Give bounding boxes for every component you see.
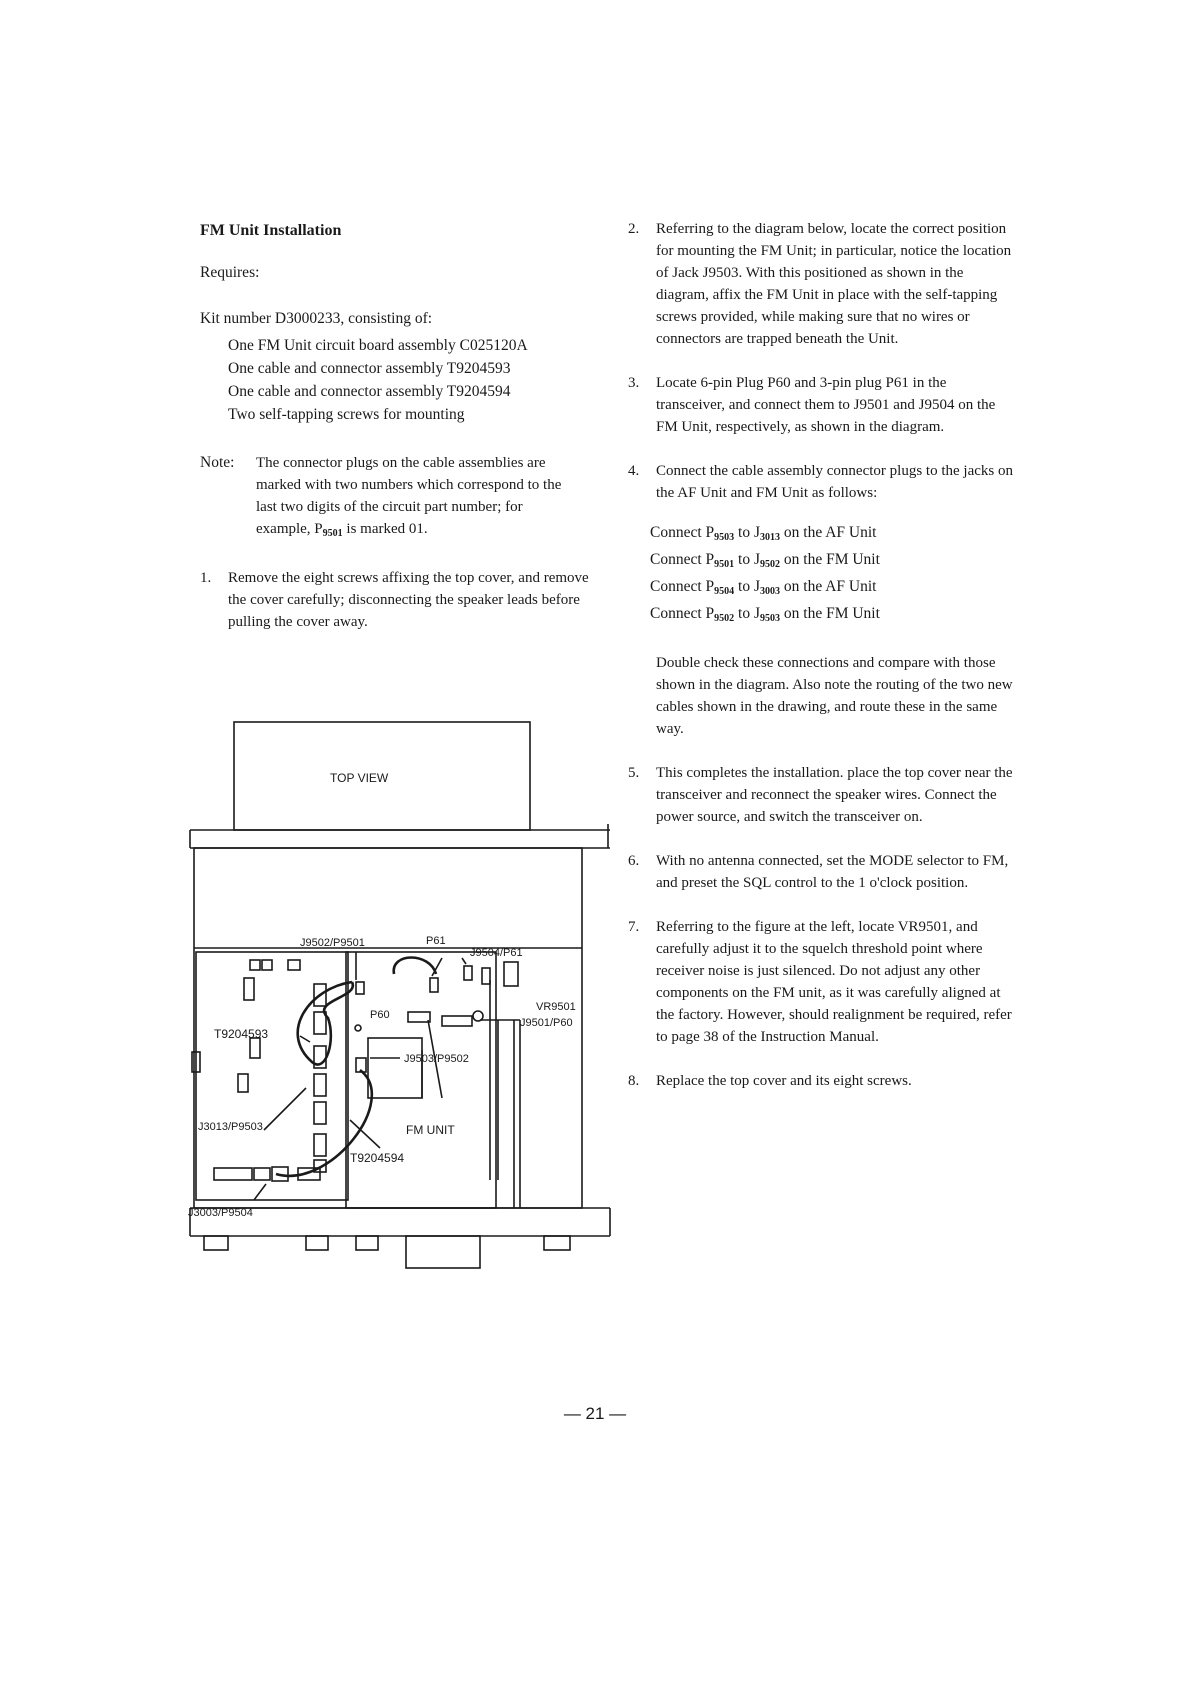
step-5 <box>628 762 1013 828</box>
kit-item: Two self-tapping screws for mounting <box>228 406 465 423</box>
right-column <box>628 218 1013 1114</box>
label-fm-unit: FM UNIT <box>406 1123 455 1137</box>
kit-item: One cable and connector assembly T9204593 <box>228 360 511 377</box>
step-text: Replace the top cover and its eight screws. <box>656 1073 912 1089</box>
kit-item: One FM Unit circuit board assembly C025120A <box>228 337 528 354</box>
label-j9504-p61: J9504/P61 <box>470 947 523 959</box>
step-3 <box>628 372 1013 438</box>
connections-list <box>650 522 1013 630</box>
step-7 <box>628 916 1013 1048</box>
label-top-view: TOP VIEW <box>330 771 389 785</box>
step-6 <box>628 850 1013 894</box>
label-vr9501: VR9501 <box>536 1001 576 1013</box>
step-number: 4. <box>628 463 640 479</box>
step-number: 3. <box>628 375 640 391</box>
step-number: 6. <box>628 853 640 869</box>
label-j3013-p9503: J3013/P9503 <box>198 1121 263 1133</box>
label-j9503-p9502: J9503/P9502 <box>404 1053 469 1065</box>
connection-line: Connect $P_{9502}$ to $J_{9503}$ on the FM Unit <box>650 605 880 624</box>
step-8 <box>628 1070 1013 1092</box>
label-p60: P60 <box>370 1009 390 1021</box>
note-text-body: The connector plugs on the cable assemblies are marked with two numbers which correspond to the last two digits of the circuit part number; for example, P <box>256 455 562 537</box>
cable-p60 <box>394 958 436 975</box>
step-text: Referring to the figure at the left, locate VR9501, and carefully adjust it to the squelch threshold point where receiver noise is just silenced. Do not adjust any other components on the FM unit, as it was carefully aligned at the factory. However, should realignment be required, refer to page 38 of the Instruction Manual. <box>656 919 1012 1045</box>
requires-label: Requires: <box>200 264 260 281</box>
page-number: — 21 — <box>563 1404 627 1423</box>
section-title: FM Unit Installation <box>200 222 342 239</box>
step-number: 7. <box>628 919 640 935</box>
step-text: Locate 6-pin Plug P60 and 3-pin plug P61 in the transceiver, and connect them to J9501 and J9504 on the FM Unit, respectively, as shown in the diagram. <box>656 375 996 435</box>
label-j3003-p9504: J3003/P9504 <box>188 1207 253 1219</box>
label-j9502-p9501: J9502/P9501 <box>300 937 365 949</box>
kit-items-list <box>228 334 600 426</box>
step-text: Connect the cable assembly connector plugs to the jacks on the AF Unit and FM Unit as follows: <box>656 463 1013 501</box>
connection-line: Connect $P_{9504}$ to $J_{3003}$ on the AF Unit <box>650 578 877 597</box>
step-text: This completes the installation. place the top cover near the transceiver and reconnect the speaker wires. Connect the power source, and switch the transceiver on. <box>656 765 1013 825</box>
step-4 <box>628 460 1013 504</box>
step-text: With no antenna connected, set the MODE selector to FM, and preset the SQL control to the 1 o'clock position. <box>656 853 1009 891</box>
installation-diagram <box>180 720 650 1310</box>
kit-item: One cable and connector assembly T9204594 <box>228 383 511 400</box>
label-t9204593: T9204593 <box>214 1027 269 1041</box>
connection-line: Connect $P_{9503}$ to $J_{3013}$ on the AF Unit <box>650 524 877 543</box>
step-2 <box>628 218 1013 350</box>
note-label: Note: <box>200 454 235 471</box>
step-number: 1. <box>200 570 212 586</box>
connection-line: Connect $P_{9501}$ to $J_{9502}$ on the FM Unit <box>650 551 880 570</box>
step-number: 5. <box>628 765 640 781</box>
step-number: 8. <box>628 1073 640 1089</box>
note-block <box>200 452 600 545</box>
label-j9501-p60: J9501/P60 <box>520 1017 573 1029</box>
step-1 <box>200 567 600 633</box>
double-check-paragraph: Double check these connections and compare with those shown in the diagram. Also note the routing of the two new cables shown in the drawing, and route these in the same way. <box>656 655 1013 737</box>
step-number: 2. <box>628 221 640 237</box>
note-sub: 9501 <box>322 528 343 539</box>
note-text <box>256 452 580 545</box>
kit-line: Kit number D3000233, consisting of: <box>200 310 433 327</box>
left-column <box>200 222 600 655</box>
step-text: Remove the eight screws affixing the top cover, and remove the cover carefully; disconnecting the speaker leads before pulling the cover away. <box>228 570 589 630</box>
step-text: Referring to the diagram below, locate the correct position for mounting the FM Unit; in particular, notice the location of Jack J9503. With this positioned as shown in the diagram, affix the FM Unit in place with the self-tapping screws provided, while making sure that no wires or connectors are trapped beneath the Unit. <box>656 221 1012 347</box>
label-t9204594: T9204594 <box>350 1151 405 1165</box>
note-tail: is marked 01. <box>342 521 428 537</box>
label-p61: P61 <box>426 935 446 947</box>
